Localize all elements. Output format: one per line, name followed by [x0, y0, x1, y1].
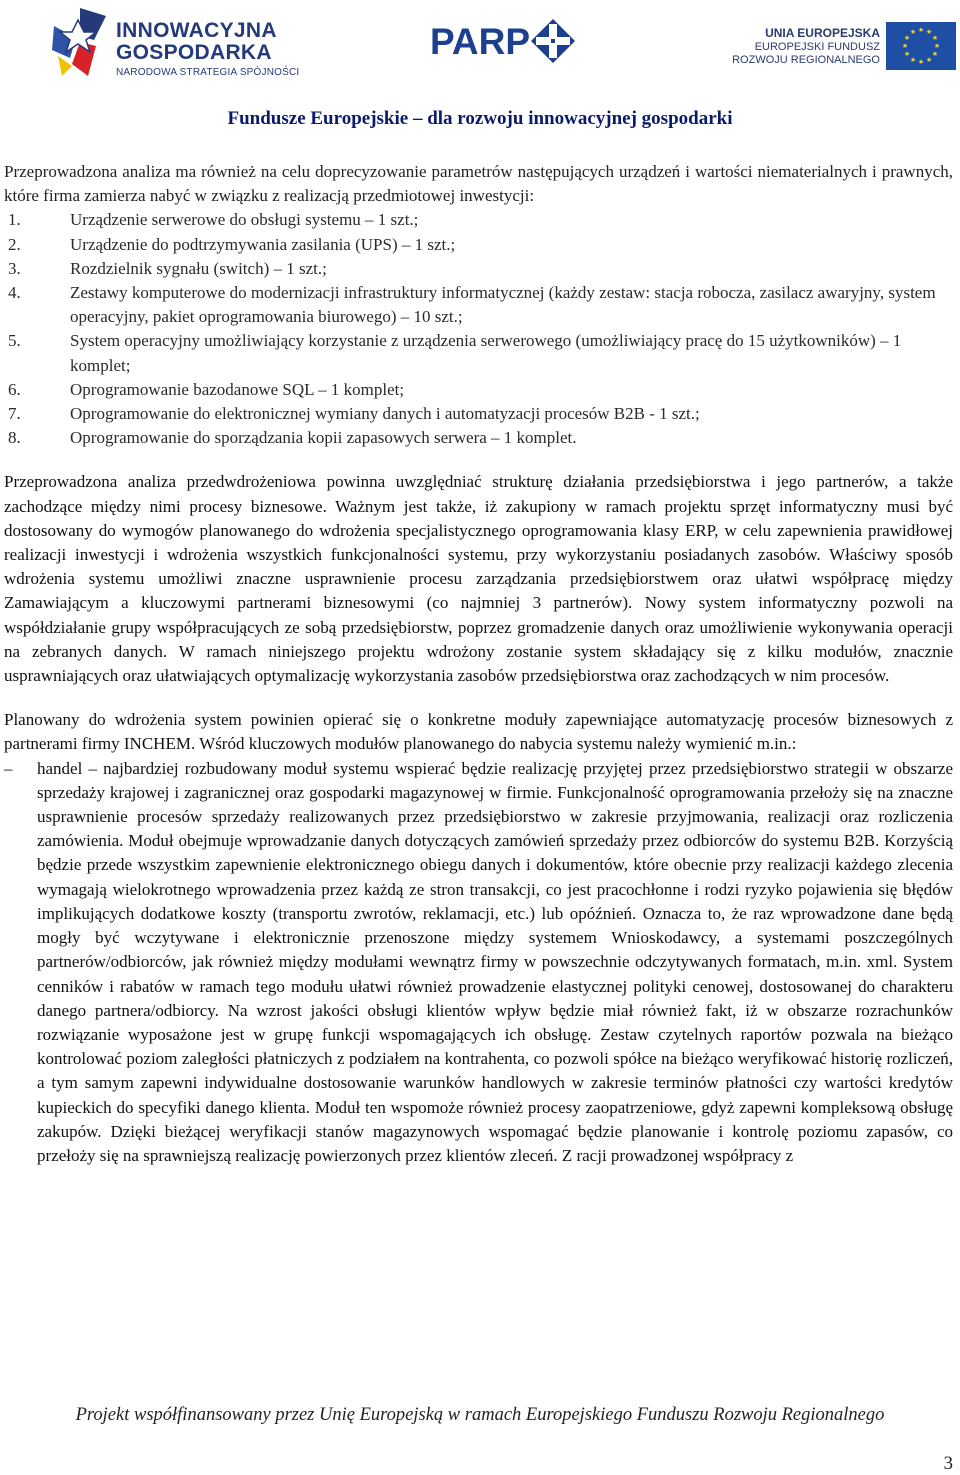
svg-text:★: ★: [925, 56, 933, 64]
ig-logo-mark-icon: [50, 6, 112, 78]
list-item-number: 1.: [8, 210, 21, 230]
svg-text:★: ★: [917, 26, 925, 34]
eu-flag-icon: [886, 22, 956, 70]
page-number: 3: [943, 1453, 953, 1474]
svg-text:★: ★: [903, 34, 911, 42]
svg-text:★: ★: [901, 42, 909, 50]
list-item: [4, 257, 953, 281]
list-item: [4, 281, 953, 329]
svg-text:★: ★: [903, 50, 911, 58]
list-item-text: Urządzenie do podtrzymywania zasilania (UPS) – 1 szt.;: [70, 234, 456, 254]
list-item: [4, 208, 953, 232]
analysis-paragraph: Przeprowadzona analiza przedwdrożeniowa powinna uwzględniać strukturę działania przedsiębiorstwa i jego partnerów, a także zachodzące między nimi procesy biznesowe. Ważnym jest także, iż zakupiony w ramach projektu sprzęt informatyczny musi być dostosowany do wymogów planowanego do wdrożenia specjalistycznego oprogramowania klasy ERP, w celu zapewnienia prawidłowej realizacji inwestycji i wdrożenia wszystkich funkcjonalności systemu, przy wykorzystaniu posiadanych zasobów. Właściwy sposób wdrożenia systemu umożliwi znaczne usprawnienie procesu zarządzania przedsiębiorstwem oraz ułatwi współpracę między Zamawiającym a kluczowymi partnerami biznesowymi (co najmniej 3 partnerów). Nowy system informatyczny pozwoli na współdziałanie grupy współpracujących ze sobą przedsiębiorstw, poprzez gromadzenie danych oraz umożliwienie wykonywania operacji na zebranych danych. W ramach niniejszego projektu wdrożony zostanie system składający się z kilku modułów, znacznie usprawniających oraz ułatwiających optymalizację wykorzystania zasobów przedsiębiorstwa oraz zachodzących w nim procesów.: [4, 472, 953, 686]
intro-paragraph: Przeprowadzona analiza ma również na celu doprecyzowanie parametrów następujących urządzeń i wartości niematerialnych i prawnych, które firma zamierza nabyć w związku z realizacją przedmiotowej inwestycji:: [4, 162, 953, 206]
logo-left-sub: NARODOWA STRATEGIA SPÓJNOŚCI: [116, 67, 300, 78]
module-handel-item: [4, 757, 953, 1168]
list-item-number: 8.: [8, 428, 21, 448]
paragraph-spacer: [4, 688, 953, 708]
list-item-number: 6.: [8, 379, 21, 399]
list-item-number: 2.: [8, 234, 21, 254]
list-item: [4, 233, 953, 257]
svg-text:★: ★: [931, 50, 939, 58]
svg-text:★: ★: [909, 28, 917, 36]
svg-text:★: ★: [909, 56, 917, 64]
list-item-text: Urządzenie serwerowe do obsługi systemu – 1 szt.;: [70, 210, 419, 230]
list-item: [4, 426, 953, 450]
page-header: [0, 0, 960, 88]
document-title: Fundusze Europejskie – dla rozwoju innowacyjnej gospodarki: [227, 108, 733, 129]
logo-right-line3: ROZWOJU REGIONALNEGO: [732, 54, 880, 66]
logo-left-line2: GOSPODARKA: [116, 41, 272, 64]
list-item: [4, 329, 953, 377]
list-item-text: Oprogramowanie do elektronicznej wymiany danych i automatyzacji procesów B2B - 1 szt.;: [70, 404, 700, 424]
logo-left-line1: INNOWACYJNA: [116, 19, 277, 42]
eu-logo: [733, 22, 958, 74]
parp-diamond-icon: [530, 18, 576, 64]
modules-intro-paragraph: Planowany do wdrożenia system powinien opierać się o konkretne moduły zapewniające automatyzację procesów biznesowych z partnerami firmy INCHEM. Wśród kluczowych modułów planowanego do nabycia systemu należy wymienić m.in.:: [4, 710, 953, 754]
list-item: [4, 378, 953, 402]
parp-logo: [430, 18, 580, 68]
list-item-text: Rozdzielnik sygnału (switch) – 1 szt.;: [70, 258, 327, 278]
svg-text:★: ★: [933, 42, 941, 50]
parp-logo-text: PARP: [430, 21, 531, 62]
list-item-number: 3.: [8, 258, 21, 278]
list-item: [4, 402, 953, 426]
dash-bullet: –: [4, 758, 13, 778]
paragraph-spacer: [4, 450, 953, 470]
module-handel-text: handel – najbardziej rozbudowany moduł systemu wspierać będzie realizację przyjętej przez przedsiębiorstwo strategii w obszarze sprzedaży krajowej i zagranicznej oraz gospodarki magazynowej w firmie. Funkcjonalność oprogramowania przełoży się na znaczne usprawnienie procesów sprzedaży realizowanych przez przedsiębiorstwo w zakresie przyjmowania, realizacji oraz rozliczenia zamówienia. Moduł obejmuje wprowadzanie danych dotyczących zamówień sprzedaży przez odbiorców do systemu B2B. Korzyścią będzie przede wszystkim zapewnienie elektronicznego obiegu danych i dokumentów, które obecnie przy realizacji każdego zlecenia wymagają wielokrotnego wprowadzenia przez każdą ze stron transakcji, co jest pracochłonne i rodzi ryzyko pojawienia się błędów implikujących dodatkowe koszty (transportu zwrotów, reklamacji, etc.) lub opóźnień. Oznacza to, że raz wprowadzone dane będą mogły być wczytywane i elektronicznie przenoszone między systemem Wnioskodawcy, a systemami poszczególnych partnerów/odbiorców, jak również między modułami wewnątrz firmy w powszechnie odczytywanych formatach, m.in. xml. System cenników i rabatów w ramach tego modułu ułatwi również prowadzenie elastycznej polityki cenowej, dostosowanej do charakteru danego partnera/odbiorcy. Na wzrost jakości obsługi klientów wpływ będzie miał również fakt, iż w obszarze rozrachunków rozwiązanie wyposażone jest w grupę funkcji wspomagających ich obsługę. Zestaw czytelnych raportów pozwala na bieżąco kontrolować poziom zaległości płatniczych z podziałem na kontrahenta, co pozwoli spółce na bieżąco weryfikować historię rozliczeń, a tym samym zapewni indywidualne dostosowanie warunków handlowych w zakresie terminów płatności czy wartości kredytów kupieckich do specyfiki danego klienta. Moduł ten wspomoże również procesy zaopatrzeniowe, gdyż zapewni kompleksową obsługę zakupów. Dzięki bieżącej weryfikacji stanów magazynowych wspomagać będzie planowanie i kontrolę poziomu zapasów, co przełoży się na sprawniejszą realizację powierzonych przez klientów zleceń. Z racji prowadzonej współpracy z: [37, 758, 953, 1165]
list-item-text: Oprogramowanie do sporządzania kopii zapasowych serwera – 1 komplet.: [70, 428, 577, 448]
list-item-number: 4.: [8, 283, 21, 303]
list-item-text: Zestawy komputerowe do modernizacji infrastruktury informatycznej (każdy zestaw: stacja robocza, zasilacz awaryjny, system operacyjny, pakiet oprogramowania biurowego) – 10 szt.;: [70, 283, 936, 327]
logo-right-line2: EUROPEJSKI FUNDUSZ: [754, 41, 880, 53]
svg-text:★: ★: [931, 34, 939, 42]
page-footer: Projekt współfinansowany przez Unię Europejską w ramach Europejskiego Funduszu Rozwoju Regionalnego: [75, 1405, 885, 1425]
innowacyjna-gospodarka-logo: [50, 6, 300, 80]
list-item-number: 7.: [8, 404, 21, 424]
list-item-number: 5.: [8, 331, 21, 351]
devices-list: [4, 208, 953, 450]
document-body: [4, 160, 953, 1168]
svg-text:★: ★: [925, 28, 933, 36]
list-item-text: System operacyjny umożliwiający korzystanie z urządzenia serwerowego (umożliwiający pracę do 15 użytkowników) – 1 komplet;: [70, 331, 902, 375]
list-item-text: Oprogramowanie bazodanowe SQL – 1 komplet;: [70, 379, 405, 399]
svg-text:★: ★: [917, 58, 925, 66]
logo-right-line1: UNIA EUROPEJSKA: [765, 26, 880, 40]
